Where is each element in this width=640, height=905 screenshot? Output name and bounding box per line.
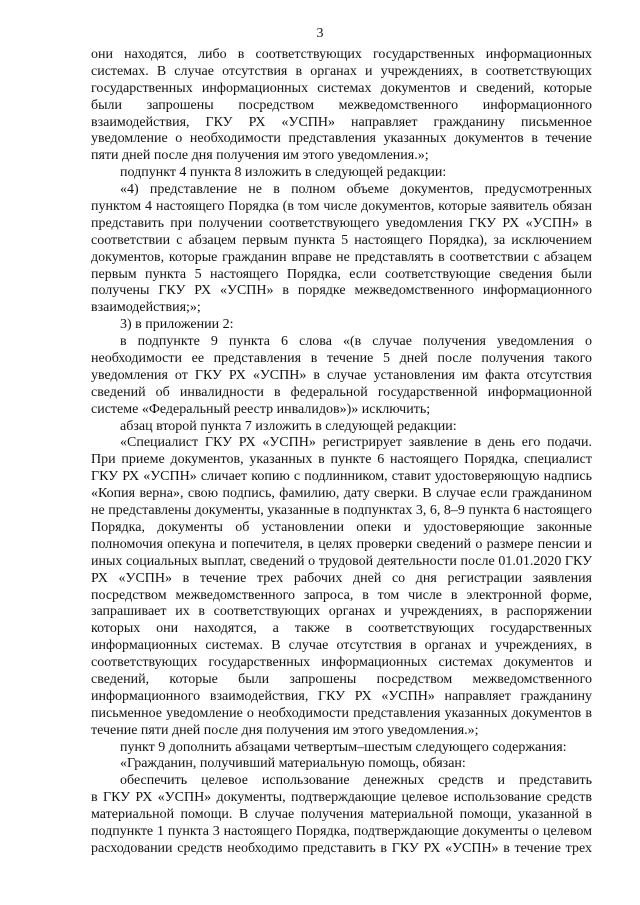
text-line: получены ГКУ РХ «УСПН» в порядке межведомственного информационного xyxy=(91,283,592,299)
text-line: необходимости ее представления в течение 5 дней после получения такого xyxy=(91,351,592,367)
text-line: системах. В случае отсутствия в органах и учреждениях, в соответствующих xyxy=(91,63,592,79)
text-line: которых они находятся, а также в соответствующих государственных xyxy=(91,621,592,637)
text-line: взаимодействия;»; xyxy=(91,300,201,316)
text-line: Порядка, документы об установлении опеки и удостоверяющие законные xyxy=(91,519,592,535)
text-line: материальной помощи. В случае получения материальной помощи, указанной в xyxy=(91,807,592,823)
text-line: 3) в приложении 2: xyxy=(120,317,234,333)
text-line: соответствии с абзацем первым пункта 5 настоящего Порядка), за исключением xyxy=(91,232,592,248)
text-line: иных социальных выплат, сведений о трудовой деятельности после 01.01.2020 ГКУ xyxy=(91,553,592,569)
text-line: пункт 9 дополнить абзацами четвертым–шестым следующего содержания: xyxy=(120,739,567,755)
text-line: первым пункта 5 настоящего Порядка, если соответствующие сведения были xyxy=(91,266,592,282)
text-line: полномочия опекуна и попечителя, в целях проверки сведений о размере пенсии и xyxy=(91,536,592,552)
text-line: «4) представление не в полном объеме документов, предусмотренных xyxy=(120,182,592,198)
text-line: расходовании средств необходимо представить в ГКУ РХ «УСПН» в течение трех xyxy=(91,840,592,856)
text-line: «Копия верна», свою подпись, фамилию, дату сверки. В случае если гражданином xyxy=(91,486,592,502)
text-line: сведений об инвалидности в федеральной государственной информационной xyxy=(91,384,592,400)
text-line: уведомления от ГКУ РХ «УСПН» в случае установления им факта отсутствия xyxy=(91,367,592,383)
page-number: 3 xyxy=(316,26,324,41)
text-line: уведомление о необходимости представления указанных документов в течение xyxy=(91,131,592,147)
text-line: «Гражданин, получивший материальную помощь, обязан: xyxy=(120,756,466,772)
text-line: ГКУ РХ «УСПН» сличает копию с подлинником, ставит удостоверяющую надпись xyxy=(91,469,592,485)
text-line: представить при получении соответствующего уведомления ГКУ РХ «УСПН» в xyxy=(91,215,592,231)
text-line: письменное уведомление о необходимости представления указанных документов в xyxy=(91,705,592,721)
text-line: подпункте 1 пункта 3 настоящего Порядка, подтверждающие документы о целевом xyxy=(91,823,592,839)
text-line: информационного взаимодействия, ГКУ РХ «УСПН» направляет гражданину xyxy=(91,688,592,704)
text-line: РХ «УСПН» в течение трех рабочих дней со дня регистрации заявления xyxy=(91,570,592,586)
text-line: сведений, которые были запрошены посредством межведомственного xyxy=(91,671,592,687)
text-line: посредством межведомственного запроса, в том числе в электронной форме, xyxy=(91,587,592,603)
document-body xyxy=(91,47,592,858)
text-line: системе «Федеральный реестр инвалидов»)» исключить; xyxy=(91,401,431,417)
text-line: государственных информационных системах документов и сведений, которые xyxy=(91,80,592,96)
text-line: пяти дней после дня получения им этого уведомления.»; xyxy=(91,148,429,164)
text-line: не представлены документы, указанные в подпунктах 3, 6, 8–9 пункта 6 настоящего xyxy=(91,503,592,519)
text-line: взаимодействия, ГКУ РХ «УСПН» направляет гражданину письменное xyxy=(91,114,592,130)
text-line: были запрошены посредством межведомственного информационного xyxy=(91,97,592,113)
text-line: запрашивает их в соответствующих органах и учреждениях, в распоряжении xyxy=(91,604,592,620)
text-line: абзац второй пункта 7 изложить в следующей редакции: xyxy=(120,418,457,434)
text-line: подпункт 4 пункта 8 изложить в следующей редакции: xyxy=(120,165,447,181)
text-line: в подпункте 9 пункта 6 слова «(в случае получения уведомления о xyxy=(120,334,592,350)
text-line: пунктом 4 настоящего Порядка (в том числе документов, которые заявитель обязан xyxy=(91,199,592,215)
text-line: «Специалист ГКУ РХ «УСПН» регистрирует заявление в день его подачи. xyxy=(120,435,592,451)
text-line: соответствующих государственных информационных системах документов и xyxy=(91,655,592,671)
text-line: информационных системах. В случае отсутствия в органах и учреждениях, в xyxy=(91,638,592,654)
text-line: обеспечить целевое использование денежных средств и представить xyxy=(120,773,592,789)
text-line: документов, которые гражданин вправе не представлять в соответствии с абзацем xyxy=(91,249,592,265)
text-line: течение пяти дней после дня получения им этого уведомления.»; xyxy=(91,722,479,738)
text-line: в ГКУ РХ «УСПН» документы, подтверждающие целевое использование средств xyxy=(91,790,592,806)
text-line: они находятся, либо в соответствующих государственных информационных xyxy=(91,47,592,62)
text-line: При приеме документов, указанных в пункте 6 настоящего Порядка, специалист xyxy=(91,452,592,468)
